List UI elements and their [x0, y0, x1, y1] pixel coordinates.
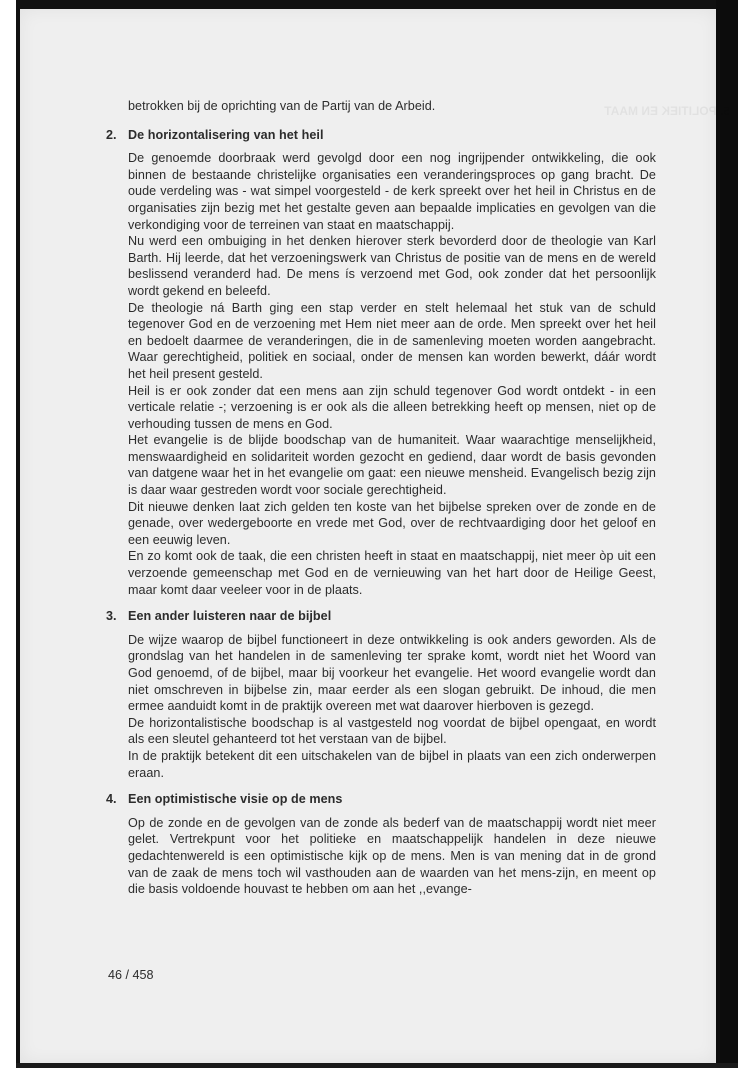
- scan-border-right: [716, 0, 738, 1068]
- paragraph: Op de zonde en de gevolgen van de zonde als bederf van de maatschappij wordt niet meer gelet. Vertrekpunt voor het politieke en maatschappelijk handelen in deze nieuwe gedachtenwereld is een optimistische kijk op de mens. Men is van mening dat in de grond van de zaak de mens toch wil vasthouden aan de waarden van het mens-zijn, en meent op die basis voldoende houvast te hebben om aan het ,,evange-: [128, 815, 656, 897]
- scan-border-top: [20, 0, 718, 9]
- section-heading: [106, 608, 656, 625]
- section-title: Een ander luisteren naar de bijbel: [128, 609, 332, 624]
- section-2: [106, 127, 656, 599]
- scan-border-bottom: [16, 1063, 738, 1068]
- intro-line: betrokken bij de oprichting van de Partij van de Arbeid.: [128, 99, 436, 113]
- paragraph: Heil is er ook zonder dat een mens aan zijn schuld tegenover God wordt ontdekt - in een verticale relatie -; verzoening is er ook als die alleen betrekking heeft op mensen, niet op de verhouding tussen de mens en God.: [128, 383, 656, 431]
- section-number: 4.: [106, 792, 117, 807]
- paragraph: De wijze waarop de bijbel functioneert in deze ontwikkeling is ook anders geworden. Als de grondslag van het handelen in de samenleving ter sprake komt, wordt niet het Woord van God genoemd, of de bijbel, maar bij voorkeur het evangelie. Het woord evangelie wordt dan niet omschreven in bijbelse zin, maar eerder als een slogan gebruikt. De inhoud, die men ermee aanduidt komt in de praktijk overeen met wat daarover hierboven is gezegd.: [128, 632, 656, 714]
- section-heading: [106, 791, 656, 808]
- section-number: 3.: [106, 609, 117, 624]
- page-body: [106, 98, 656, 898]
- section-title: Een optimistische visie op de mens: [128, 792, 343, 807]
- paragraph: In de praktijk betekent dit een uitschakelen van de bijbel in plaats van een zich onderwerpen eraan.: [128, 748, 656, 780]
- paragraph: Het evangelie is de blijde boodschap van de humaniteit. Waar waarachtige menselijkheid, menswaardigheid en solidariteit worden gezocht en gediend, daar wordt de basis gevonden van datgene waar het in het evangelie om gaat: een nieuwe mensheid. Evangelisch bezig zijn is daar waar gestreden wordt voor sociale gerechtigheid.: [128, 433, 656, 498]
- section-3: [106, 608, 656, 781]
- paragraph: Nu werd een ombuiging in het denken hierover sterk bevorderd door de theologie van Karl Barth. Hij leerde, dat het verzoeningswerk van Christus de positie van de mens en de wereld beslissend veranderd had. De mens ís verzoend met God, ook zonder dat het persoonlijk wordt gekend en beleefd.: [128, 234, 656, 298]
- bleed-through-text: 5. POLITIEK EN MAAT: [604, 104, 730, 118]
- section-number: 2.: [106, 127, 117, 142]
- section-heading: [106, 127, 656, 144]
- paragraph: Dit nieuwe denken laat zich gelden ten koste van het bijbelse spreken over de zonde en de genade, over wedergeboorte en vrede met God, over de rechtvaardiging door het geloof en een eeuwig leven.: [128, 499, 656, 547]
- section-title: De horizontalisering van het heil: [128, 127, 324, 142]
- paragraph: De horizontalistische boodschap is al vastgesteld nog voordat de bijbel opengaat, en wordt als een sleutel gehanteerd tot het verstaan van de bijbel.: [128, 715, 656, 747]
- section-4: [106, 791, 656, 898]
- page-number: 46 / 458: [108, 968, 154, 982]
- paragraph: En zo komt ook de taak, die een christen heeft in staat en maatschappij, niet meer òp uit een verzoende gemeenschap met God en de vernieuwing van het hart door de Heilige Geest, maar komt daar veeleer voor in de plaats.: [128, 549, 656, 597]
- paragraph: De theologie ná Barth ging een stap verder en stelt helemaal het stuk van de schuld tegenover God en de verzoening met Hem niet meer aan de orde. Men spreekt over het heil en bedoelt daarmee de veranderingen, die in de samenleving moeten worden aangebracht. Waar gerechtigheid, politiek en sociaal, onder de mensen kan worden bewerkt, dáár wordt het heil present gesteld.: [128, 300, 656, 381]
- paragraph: De genoemde doorbraak werd gevolgd door een nog ingrijpender ontwikkeling, die ook binnen de bestaande christelijke organisaties een veranderingsproces op gang bracht. De oude verdeling was - wat simpel voorgesteld - de kerk spreekt over het heil in Christus en de organisaties zijn bezig met het gestalte geven aan bepaalde implicaties en gevolgen van die verkondiging voor de terreinen van staat en maatschappij.: [128, 151, 656, 232]
